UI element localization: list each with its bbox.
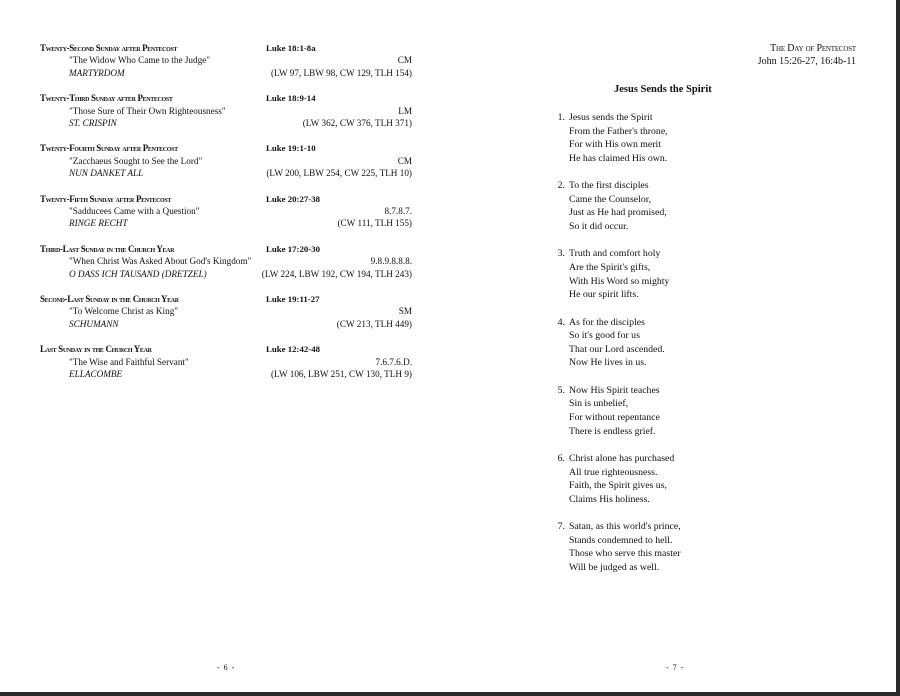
hymn-title: "Those Sure of Their Own Righteousness" xyxy=(69,105,226,116)
stanza xyxy=(549,452,799,520)
sunday-name: Last Sunday in the Church Year xyxy=(40,344,152,355)
hymn-meter: 9.8.9.8.8.8. xyxy=(370,256,412,267)
stanza-line: Truth and comfort holy xyxy=(569,248,661,260)
stanza-line: With His Word so mighty xyxy=(569,275,670,287)
hymnal-references: (CW 213, TLH 449) xyxy=(336,318,412,329)
stanza-line: From the Father's throne, xyxy=(569,125,668,137)
hymn-meter: 7.6.7.6.D. xyxy=(375,356,412,367)
tune-name: NUN DANKET ALL xyxy=(69,168,144,179)
sunday-name: Twenty-Third Sunday after Pentecost xyxy=(40,93,173,104)
hymn-meter: LM xyxy=(398,105,412,116)
stanza-line: He has claimed His own. xyxy=(569,152,668,164)
hymn-meter: CM xyxy=(397,155,412,166)
sunday-name: Twenty-Fifth Sunday after Pentecost xyxy=(40,193,171,204)
stanza-line: That our Lord ascended. xyxy=(569,343,665,355)
stanza-line: Sin is unbelief, xyxy=(569,398,629,410)
stanza-line: Are the Spirit's gifts, xyxy=(569,261,651,273)
stanza-line: Stands condemned to hell. xyxy=(569,534,673,546)
sunday-name: Second-Last Sunday in the Church Year xyxy=(40,293,179,304)
tune-name: RINGE RECHT xyxy=(69,218,128,229)
stanza xyxy=(549,384,799,452)
sunday-entry xyxy=(40,343,412,393)
stanza-line: Those who serve this master xyxy=(569,548,681,560)
hymn-title: "Zacchaeus Sought to See the Lord" xyxy=(69,155,203,166)
stanza xyxy=(549,520,799,588)
stanza-line: Now He lives in us. xyxy=(569,357,647,369)
stanza-line: There is endless grief. xyxy=(569,425,656,437)
page-edge-bottom xyxy=(0,692,900,696)
stanza-number: 4. xyxy=(557,316,565,328)
reading-reference: Luke 12:42-48 xyxy=(266,344,321,355)
hymn-title: "Sadducees Came with a Question" xyxy=(69,205,200,216)
reading-reference: Luke 18:9-14 xyxy=(266,93,316,104)
hymnal-references: (LW 97, LBW 98, CW 129, TLH 154) xyxy=(270,67,412,78)
sunday-entry xyxy=(40,92,412,142)
occasion-header xyxy=(758,42,856,68)
stanza-number: 7. xyxy=(557,521,565,533)
sunday-name: Third-Last Sunday in the Church Year xyxy=(40,243,175,254)
reading-reference: Luke 18:1-8a xyxy=(266,43,316,53)
sunday-name: Twenty-Fourth Sunday after Pentecost xyxy=(40,143,178,154)
tune-name: MARTYRDOM xyxy=(69,67,125,78)
stanza-line: As for the disciples xyxy=(569,316,645,328)
sunday-entry xyxy=(40,42,412,92)
reading-reference: Luke 20:27-38 xyxy=(266,193,321,204)
hymn-meter: CM xyxy=(397,55,412,66)
stanza-line: Jesus sends the Spirit xyxy=(569,112,653,123)
page-number-left: - 6 - xyxy=(217,663,236,672)
stanza-line: He our spirit lifts. xyxy=(569,289,639,301)
tune-name: SCHUMANN xyxy=(69,318,119,329)
hymnal-references: (LW 200, LBW 254, CW 225, TLH 10) xyxy=(266,168,412,179)
reading-reference: Luke 19:11-27 xyxy=(266,293,320,304)
tune-name: ELLACOMBE xyxy=(69,368,123,379)
stanza-line: Claims His holiness. xyxy=(569,493,650,505)
stanza-line: So it did occur. xyxy=(569,220,629,232)
hymn-title: "The Widow Who Came to the Judge" xyxy=(69,55,211,66)
reading-reference: Luke 19:1-10 xyxy=(266,143,316,154)
hymn-meter: SM xyxy=(398,306,412,317)
page-edge-right xyxy=(896,0,900,696)
sunday-entry-list xyxy=(40,42,412,393)
stanza xyxy=(549,111,799,179)
sunday-entry xyxy=(40,193,412,243)
stanza-line: Just as He had promised, xyxy=(569,207,667,219)
reading-reference: Luke 17:20-30 xyxy=(266,243,321,254)
stanza-line: Came the Counselor, xyxy=(569,193,652,205)
hymnal-references: (CW 111, TLH 155) xyxy=(337,218,412,229)
hymn-heading: Jesus Sends the Spirit xyxy=(614,84,712,95)
stanza-line: For with His own merit xyxy=(569,139,661,151)
occasion-reading: John 15:26-27, 16:4b-11 xyxy=(757,56,856,67)
stanza-line: So it's good for us xyxy=(569,330,640,342)
sunday-entry xyxy=(40,243,412,293)
stanza-number: 1. xyxy=(557,112,565,123)
hymn-title: "To Welcome Christ as King" xyxy=(69,306,179,317)
stanza-line: Christ alone has purchased xyxy=(569,452,675,464)
hymn-title: "When Christ Was Asked About God's Kingdom" xyxy=(69,256,252,267)
stanza-number: 2. xyxy=(557,180,565,192)
stanza-line: To the first disciples xyxy=(569,180,649,192)
tune-name: O DASS ICH TAUSAND (DRETZEL) xyxy=(69,268,207,279)
stanza xyxy=(549,316,799,384)
tune-name: ST. CRISPIN xyxy=(69,117,117,128)
hymn-title: "The Wise and Faithful Servant" xyxy=(69,356,189,367)
sunday-entry xyxy=(40,293,412,343)
stanza-number: 3. xyxy=(557,248,565,260)
stanza-number: 6. xyxy=(557,452,565,464)
sunday-name: Twenty-Second Sunday after Pentecost xyxy=(40,43,178,53)
stanza-list xyxy=(549,111,799,588)
occasion-title: The Day of Pentecost xyxy=(770,43,856,54)
stanza xyxy=(549,179,799,247)
hymnal-references: (LW 362, CW 376, TLH 371) xyxy=(302,117,412,128)
hymnal-references: (LW 106, LBW 251, CW 130, TLH 9) xyxy=(270,368,412,379)
hymnal-references: (LW 224, LBW 192, CW 194, TLH 243) xyxy=(261,268,412,279)
stanza-line: Will be judged as well. xyxy=(569,561,660,573)
sunday-entry xyxy=(40,142,412,192)
page-number-right: - 7 - xyxy=(666,663,685,672)
stanza-line: Satan, as this world's prince, xyxy=(569,521,681,533)
stanza-line: All true righteousness. xyxy=(569,466,658,478)
stanza xyxy=(549,247,799,315)
stanza-number: 5. xyxy=(557,384,565,396)
stanza-line: Faith, the Spirit gives us, xyxy=(569,480,667,492)
hymn-meter: 8.7.8.7. xyxy=(384,205,412,216)
stanza-line: Now His Spirit teaches xyxy=(569,384,660,396)
stanza-line: For without repentance xyxy=(569,411,660,423)
